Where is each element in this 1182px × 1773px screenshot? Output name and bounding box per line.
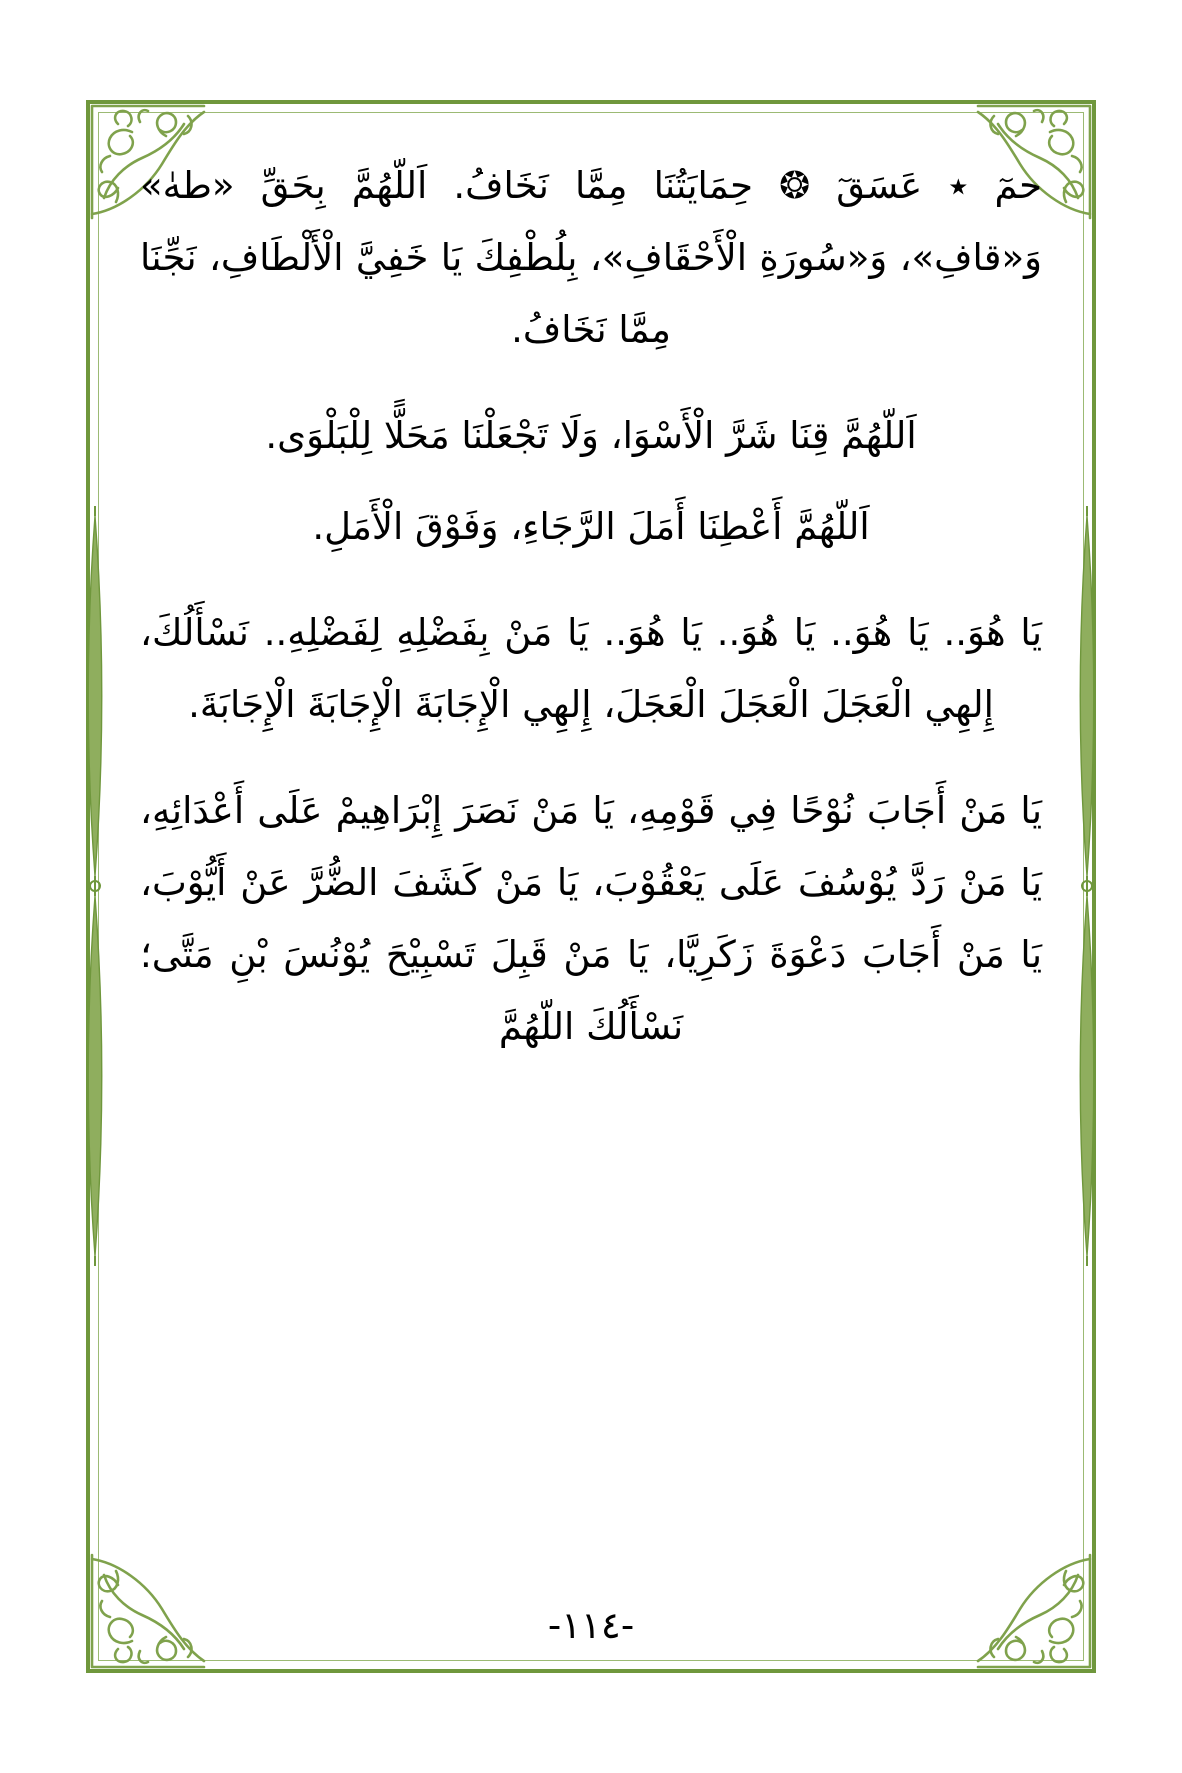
prayer-paragraph-4: يَا هُوَ.. يَا هُوَ.. يَا هُوَ.. يَا هُوَ.. يَا مَنْ بِفَضْلِهِ لِفَضْلِهِ.. نَسْأَلُكَ، إِلهِي الْعَجَلَ الْعَجَلَ الْعَجَلَ، إِلهِي الْإِجَابَةَ الْإِجَابَةَ الْإِجَابَةَ. [140, 610, 1042, 726]
prayer-paragraph-1: حمٓ ٭ عَسَقٓ ❂ حِمَايَتُنَا مِمَّا نَخَافُ. اَللّهُمَّ بِحَقِّ «طهٰ» وَ«قافِ»، وَ«سُورَةِ الْأَحْقَافِ»، بِلُطْفِكَ يَا خَفِيَّ الْأَلْطَافِ، نَجِّنَا مِمَّا نَخَافُ. [140, 164, 1042, 352]
prayer-paragraph-2: اَللّهُمَّ قِنَا شَرَّ الْأَسْوَا، وَلَا تَجْعَلْنَا مَحَلًّا لِلْبَلْوَى. [265, 414, 917, 458]
prayer-paragraph-5: يَا مَنْ أَجَابَ نُوْحًا فِي قَوْمِهِ، يَا مَنْ نَصَرَ إِبْرَاهِيمْ عَلَى أَعْدَائِهِ، يَا مَنْ رَدَّ يُوْسُفَ عَلَى يَعْقُوْبَ، يَا مَنْ كَشَفَ الضُّرَّ عَنْ أَيُّوْبَ، يَا مَنْ أَجَابَ دَعْوَةَ زَكَرِيَّا، يَا مَنْ قَبِلَ تَسْبِيْحَ يُوْنُسَ بْنِ مَتَّى؛ نَسْأَلُكَ اللّهُمَّ [140, 788, 1042, 1049]
page-number: -١١٤- [547, 1604, 635, 1647]
prayer-paragraph-3: اَللّهُمَّ أَعْطِنَا أَمَلَ الرَّجَاءِ، وَفَوْقَ الْأَمَلِ. [312, 504, 870, 548]
page-content [140, 150, 1042, 1513]
